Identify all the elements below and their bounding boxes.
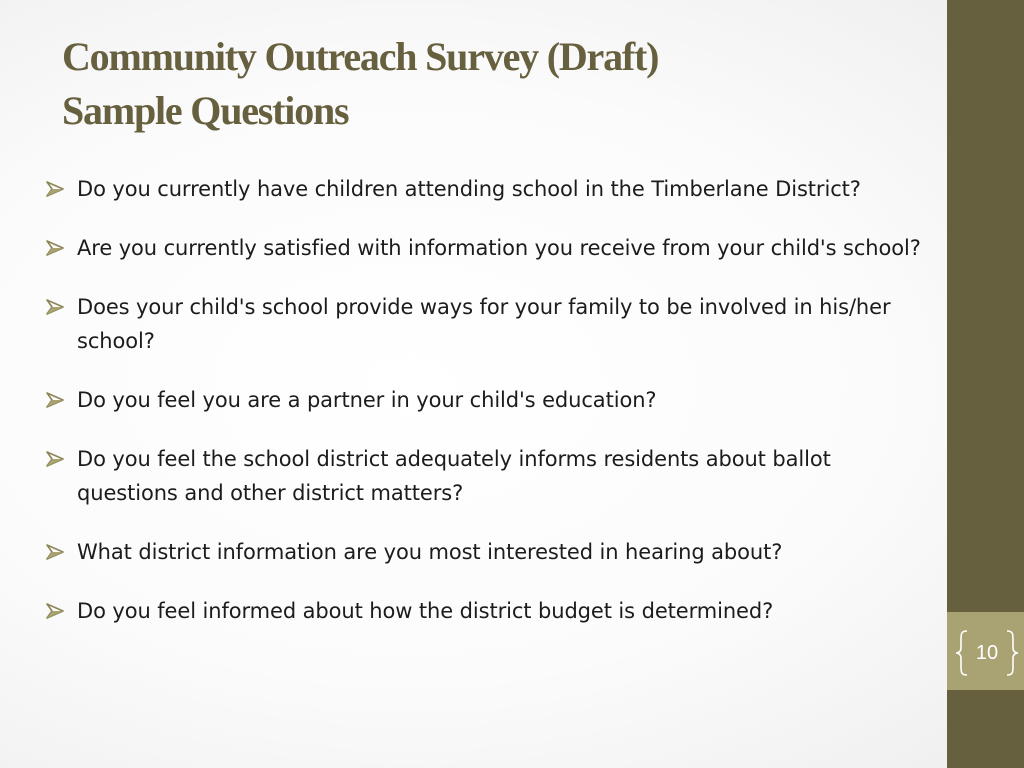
question-item (46, 442, 926, 510)
question-item (46, 594, 926, 628)
question-list (46, 172, 926, 653)
page-number: 10 (975, 641, 999, 664)
slide-title-line-2: Sample Questions (62, 88, 349, 133)
question-text: What district information are you most interested in hearing about? (77, 540, 783, 564)
question-item (46, 383, 926, 417)
question-text: Do you feel you are a partner in your child's education? (77, 388, 657, 412)
arrow-bullet-icon (46, 392, 64, 408)
question-text: Does your child's school provide ways for your family to be involved in his/her school? (77, 295, 891, 353)
question-text: Are you currently satisfied with information you receive from your child's school? (77, 236, 921, 260)
slide-title-line-1: Community Outreach Survey (Draft) (62, 34, 659, 79)
question-text: Do you currently have children attending school in the Timberlane District? (77, 177, 861, 201)
arrow-bullet-icon (46, 299, 64, 315)
question-item (46, 290, 926, 358)
arrow-bullet-icon (46, 181, 64, 197)
arrow-bullet-icon (46, 240, 64, 256)
arrow-bullet-icon (46, 451, 64, 467)
question-item (46, 535, 926, 569)
arrow-bullet-icon (46, 603, 64, 619)
question-text: Do you feel informed about how the district budget is determined? (77, 599, 774, 623)
question-item (46, 172, 926, 206)
right-brace-icon (1005, 630, 1019, 676)
slide-title (62, 30, 922, 138)
question-item (46, 231, 926, 265)
question-text: Do you feel the school district adequately informs residents about ballot questions and other district matters? (77, 447, 831, 505)
arrow-bullet-icon (46, 544, 64, 560)
